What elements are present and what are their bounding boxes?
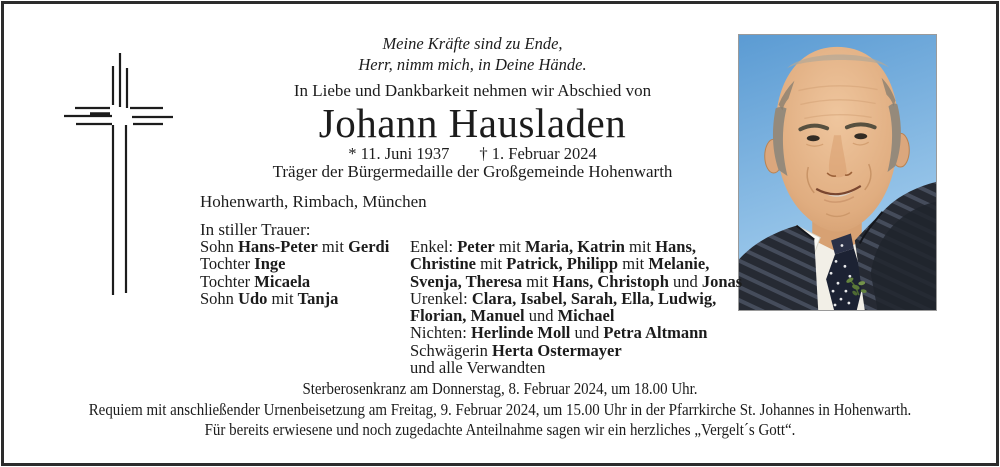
verse — [190, 33, 755, 75]
places-line: Hohenwarth, Rimbach, München — [200, 192, 427, 211]
life-dates — [190, 145, 755, 163]
relative-name: Hans-Peter — [238, 237, 318, 256]
relative-name: Inge — [254, 254, 286, 274]
mourner-line — [410, 255, 742, 272]
relative-name: Hans, — [655, 237, 696, 256]
relative-name: Jonas — [701, 271, 743, 291]
schedule-block — [0, 379, 1000, 441]
relation-text: mit — [476, 254, 507, 274]
relative-name: Gerdi — [348, 237, 390, 256]
relative-name: Peter — [457, 237, 495, 256]
honor-line: Träger der Bürgermedaille der Großgemeinde Hohenwarth — [272, 162, 673, 181]
relation-text: mit — [267, 288, 298, 308]
relative-name: Tanja — [297, 288, 339, 308]
rosary-line: Sterberosenkranz am Donnerstag, 8. Februar 2024, um 18.00 Uhr. — [302, 379, 698, 398]
verse-line-1: Meine Kräfte sind zu Ende, — [382, 34, 563, 53]
relation-text: mit — [317, 237, 349, 256]
relative-name: Petra Altmann — [603, 323, 708, 343]
mourner-line — [410, 324, 742, 341]
relative-name: Melanie, — [648, 254, 710, 274]
mourner-line — [410, 290, 742, 307]
relation-text: mit — [494, 237, 526, 256]
relation-text: Sohn — [200, 237, 239, 256]
relative-name: Herta Ostermayer — [492, 340, 622, 360]
mourner-line — [410, 359, 742, 376]
relation-text: Urenkel: — [410, 288, 472, 308]
thanks-line: Für bereits erwiesene und noch zugedachte Anteilnahme sagen wir ein herzliches „Vergelt´s Gott“. — [204, 420, 796, 440]
relative-name: Maria, Katrin — [525, 237, 625, 256]
intro-line: In Liebe und Dankbarkeit nehmen wir Abschied von — [293, 81, 652, 100]
relative-name: Hans, Christoph — [552, 271, 669, 291]
verse-line-2: Herr, nimm mich, in Deine Hände. — [358, 55, 587, 74]
relation-text: mit — [618, 254, 649, 274]
portrait-illustration — [739, 35, 936, 310]
mourner-line — [410, 273, 742, 290]
family-left-column — [200, 238, 389, 307]
announcement-block — [190, 0, 755, 181]
mourner-line — [200, 255, 389, 272]
portrait-photo — [738, 34, 937, 311]
relative-name: Svenja, Theresa — [410, 271, 523, 291]
mourner-line — [410, 238, 742, 255]
relative-name: Christine — [410, 254, 476, 274]
relation-text: Sohn — [200, 288, 239, 308]
cross-icon — [55, 45, 185, 310]
mourning-label: In stiller Trauer: — [200, 220, 311, 239]
relation-text: Enkel: — [410, 237, 458, 256]
family-right-column — [410, 238, 742, 376]
deceased-name: Johann Hausladen — [318, 100, 627, 146]
relation-text: Schwägerin — [410, 340, 493, 360]
mourner-line — [200, 238, 389, 255]
mourner-line — [200, 290, 389, 307]
relation-text: und — [668, 271, 702, 291]
relative-name: Florian, Manuel — [410, 306, 525, 326]
mourner-line — [410, 307, 742, 324]
relative-name: Udo — [238, 288, 268, 308]
relation-text: und — [524, 306, 558, 326]
relative-name: Micaela — [254, 271, 311, 291]
mourner-line — [200, 273, 389, 290]
death-date: † 1. Februar 2024 — [479, 144, 597, 163]
relative-name: Michael — [557, 306, 615, 326]
relative-name: Herlinde Moll — [470, 323, 571, 343]
relation-text: und alle Verwandten — [410, 358, 546, 378]
relative-name: Clara, Isabel, Sarah, Ella, Ludwig, — [471, 288, 717, 308]
relation-text: Nichten: — [410, 323, 471, 343]
mourner-line — [410, 342, 742, 359]
relation-text: mit — [522, 271, 553, 291]
birth-date: * 11. Juni 1937 — [348, 144, 450, 163]
relation-text: Tochter — [200, 254, 255, 274]
relation-text: und — [570, 323, 604, 343]
relative-name: Patrick, Philipp — [506, 254, 619, 274]
requiem-line: Requiem mit anschließender Urnenbeisetzung am Freitag, 9. Februar 2024, um 15.00 Uhr in der Pfarrkirche St. Johannes in Hohenwarth. — [88, 399, 912, 419]
relation-text: Tochter — [200, 271, 255, 291]
relation-text: mit — [624, 237, 656, 256]
